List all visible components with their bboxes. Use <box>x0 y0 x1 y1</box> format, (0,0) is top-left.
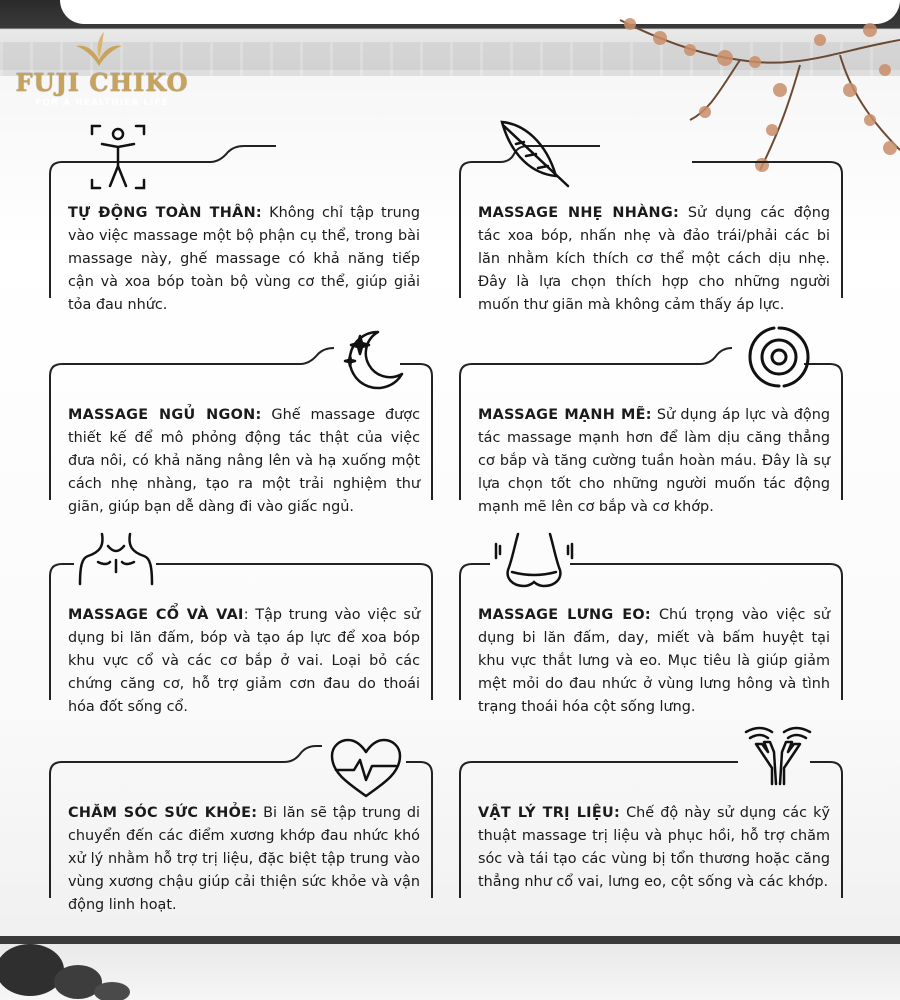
feature-text: Chú trọng vào việc sử dụng bi lăn đấm, day, miết và bấm huyệt tại khu vực thắt lưng và eo. Mục tiêu là giúp giảm mệt mỏi do đau nhức ở vùng lưng hông và tình trạng thoái hóa cột sống lưng. <box>478 607 830 715</box>
logo-wings-icon <box>74 30 124 68</box>
feature-title: MASSAGE NHẸ NHÀNG: <box>478 205 680 221</box>
feature-description <box>478 202 830 317</box>
brand-logo <box>12 30 192 110</box>
feature-description <box>478 404 830 519</box>
feature-text: Sử dụng các động tác xoa bóp, nhấn nhẹ và đảo trái/phải các bi lăn nhằm kích thích cơ thể một cách dịu nhẹ. Đây là lựa chọn thích hợp cho những người muốn thư giãn mà không cảm thấy áp lực. <box>478 205 830 313</box>
feature-text: : Tập trung vào việc sử dụng bi lăn đấm, bóp và tạo áp lực để xoa bóp khu vực cổ và các cơ bắp ở vai. Loại bỏ các chứng căng cơ, hỗ trợ giảm cơn đau do thoái hóa đốt sống cổ. <box>68 607 420 715</box>
feature-card-strong <box>460 350 842 515</box>
feature-text: Không chỉ tập trung vào việc massage một bộ phận cụ thể, trong bài massage này, ghế massage có khả năng tiếp cận và xoa bóp toàn bộ vùng cơ thể, giúp giải tỏa đau nhức. <box>68 205 420 313</box>
feature-description <box>478 604 830 719</box>
feature-title: MASSAGE NGỦ NGON: <box>68 407 262 423</box>
waist-icon <box>494 532 574 592</box>
feature-title: MASSAGE LƯNG EO: <box>478 607 651 623</box>
feature-title: CHĂM SÓC SỨC KHỎE: <box>68 805 258 821</box>
brand-name: FUJI CHIKO <box>15 68 189 97</box>
feature-text: Sử dụng áp lực và động tác massage mạnh hơn để làm dịu căng thẳng cơ bắp và tăng cường tuần hoàn máu. Đây là sự lựa chọn tốt cho những người muốn tác động mạnh mẽ lên cơ bắp và cơ khớp. <box>478 407 830 515</box>
feature-card-lower-back <box>460 550 842 715</box>
neck-shoulders-icon <box>76 532 156 592</box>
feature-text: Ghế massage được thiết kế để mô phỏng động tác thật của việc đưa nôi, có khả năng nâng lên và hạ xuống một cách nhẹ nhàng, tạo ra một trải nghiệm thư giãn, giúp bạn dễ dàng đi vào giấc ngủ. <box>68 407 420 515</box>
feature-card-neck-shoulders <box>50 550 432 715</box>
feature-card-sleep <box>50 350 432 515</box>
full-body-icon <box>88 122 148 192</box>
feature-description <box>68 404 420 519</box>
feature-card-full-body <box>50 148 432 313</box>
feature-description <box>478 802 830 894</box>
feature-title: MASSAGE CỔ VÀ VAI <box>68 607 244 623</box>
feature-card-therapy <box>460 748 842 898</box>
therapy-hands-icon <box>742 724 814 788</box>
feature-title: MASSAGE MẠNH MẼ: <box>478 407 652 423</box>
concentric-circles-icon <box>744 322 814 392</box>
feature-description <box>68 202 420 317</box>
feather-icon <box>494 118 574 188</box>
feature-text: Chế độ này sử dụng các kỹ thuật massage trị liệu và phục hồi, hỗ trợ chăm sóc và tái tạo các vùng bị tổn thương hoặc căng thẳng như cổ vai, lưng eo, cột sống và các khớp. <box>478 805 830 890</box>
moon-stars-icon <box>338 326 408 396</box>
feature-description <box>68 604 420 719</box>
heartbeat-icon <box>326 736 406 800</box>
feature-card-gentle <box>460 148 842 313</box>
feature-card-healthcare <box>50 748 432 913</box>
feature-title: VẬT LÝ TRỊ LIỆU: <box>478 805 620 821</box>
brand-tagline: FOR A HEALTHIER LIFE <box>35 98 169 108</box>
feature-description <box>68 802 420 917</box>
feature-title: TỰ ĐỘNG TOÀN THÂN: <box>68 205 262 221</box>
stones-decoration <box>0 912 140 1000</box>
feature-text: Bi lăn sẽ tập trung di chuyển đến các điểm xương khớp đau nhức khó xử lý nhằm hỗ trợ trị liệu, đặc biệt tập trung vào vùng xương chậu giúp cải thiện sức khỏe và vận động linh hoạt. <box>68 805 420 913</box>
